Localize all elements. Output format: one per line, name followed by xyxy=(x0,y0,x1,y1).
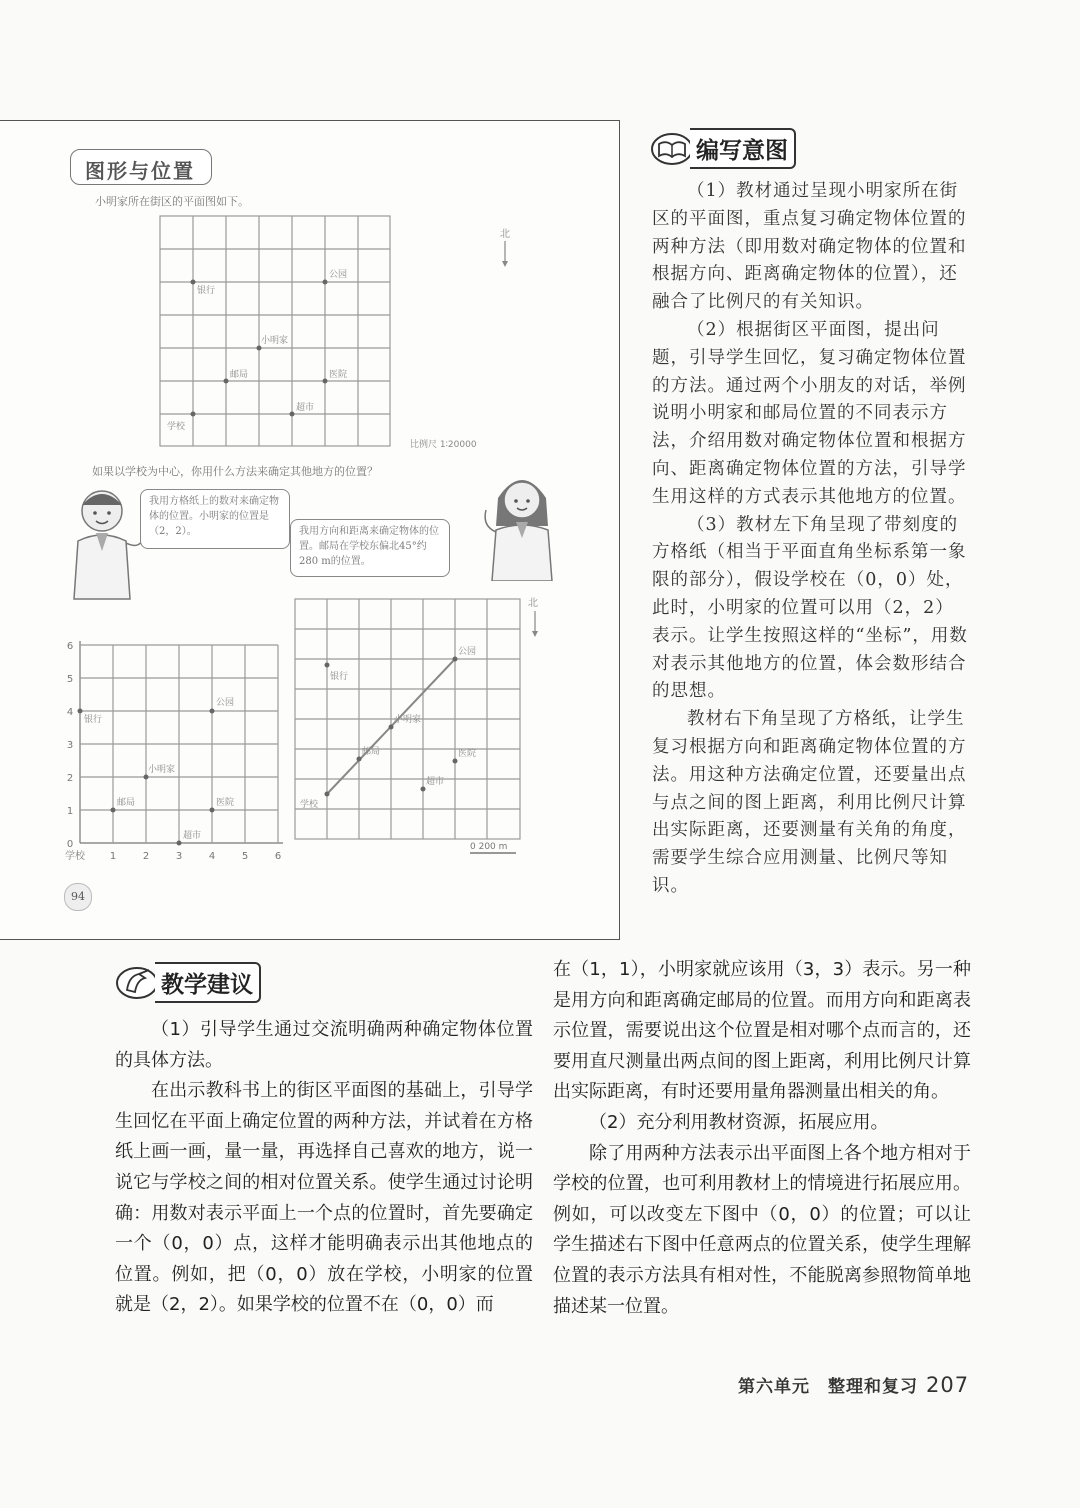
direction-grid xyxy=(290,591,545,861)
map-label-post: 邮局 xyxy=(230,370,249,380)
y-tick-2: 2 xyxy=(66,773,74,784)
suggestion-right-paragraph-2: （2）充分利用教材资源，拓展应用。 xyxy=(589,1111,889,1133)
intent-paragraph-2: （2）根据街区平面图，提出问题，引导学生回忆，复习确定物体位置的方法。通过两个小朋友的对话，举例说明小明家和邮局位置的不同表示方法，介绍用数对确定物体位置和根据方向、距离确定物体位置的方法，引导学生用这样的方式表示其他地方的位置。 xyxy=(652,319,967,507)
map-label-bank: 银行 xyxy=(197,286,216,296)
boy-speech-bubble: 我用方格纸上的数对来确定物体的位置。小明家的位置是（2，2）。 xyxy=(140,489,290,549)
x-tick-5: 5 xyxy=(241,851,249,862)
grid-label-park: 公园 xyxy=(216,698,235,708)
textbook-title-box xyxy=(70,149,212,185)
intent-heading-text: 编写意图 xyxy=(690,128,796,169)
x-tick-1: 1 xyxy=(109,851,117,862)
dir-label-home: 小明家 xyxy=(394,715,422,725)
direction-north-label: 北 xyxy=(528,598,538,609)
grid-label-market: 超市 xyxy=(183,831,202,841)
intent-notes xyxy=(652,178,970,901)
textbook-excerpt xyxy=(0,120,620,940)
scale-note: 比例尺 1∶20000 xyxy=(410,440,477,450)
y-tick-6: 6 xyxy=(66,641,74,652)
textbook-subtitle: 小明家所在街区的平面图如下。 xyxy=(95,195,249,208)
x-tick-4: 4 xyxy=(208,851,216,862)
footer-page-number: 207 xyxy=(926,1373,970,1397)
suggestion-heading xyxy=(115,962,261,1003)
intent-heading xyxy=(650,128,796,169)
intent-paragraph-4: 教材右下角呈现了方格纸，让学生复习根据方向和距离确定物体位置的方法。用这种方法确定位置，还要量出点与点之间的图上距离，利用比例尺计算出实际距离，还要测量有关角的角度，需要学生综合应用测量、比例尺等知识。 xyxy=(652,709,967,896)
dir-label-hospital: 医院 xyxy=(458,749,477,759)
grid-label-bank: 银行 xyxy=(84,715,103,725)
scale-bar xyxy=(470,842,516,853)
map-label-school: 学校 xyxy=(167,422,186,432)
y-tick-5: 5 xyxy=(66,674,74,685)
textbook-title: 图形与位置 xyxy=(85,159,195,183)
map-label-hospital: 医院 xyxy=(329,370,348,380)
girl-illustration xyxy=(480,466,565,581)
pen-hand-icon xyxy=(115,966,159,1000)
textbook-page-number: 94 xyxy=(64,883,92,911)
suggestion-right-paragraph-3: 除了用两种方法表示出平面图上各个地方相对于学校的位置，也可利用教材上的情境进行拓展应用。例如，可以改变左下图中（0，0）的位置；可以让学生描述右下图中任意两点的位置关系，使学生理解位置的表示方法具有相对性，不能脱离参照物简单地描述某一位置。 xyxy=(553,1142,971,1317)
map-label-park: 公园 xyxy=(329,270,348,280)
y-tick-0: 0 xyxy=(66,839,74,850)
y-tick-3: 3 xyxy=(66,740,74,751)
coordinate-grid xyxy=(55,621,295,866)
x-tick-3: 3 xyxy=(175,851,183,862)
grid-label-home: 小明家 xyxy=(148,765,176,775)
textbook-question: 如果以学校为中心，你用什么方法来确定其他地方的位置？ xyxy=(92,465,378,478)
y-tick-4: 4 xyxy=(66,707,74,718)
dir-label-market: 超市 xyxy=(426,777,445,787)
suggestion-right-paragraph-1: 在（1，1），小明家就应该用（3，3）表示。另一种是用方向和距离确定邮局的位置。而用方向和距离表示位置，需要说出这个位置是相对哪个点而言的，还要用直尺测量出两点间的图上距离，利用比例尺计算出实际距离，有时还要用量角器测量出相关的角。 xyxy=(553,959,971,1103)
intent-paragraph-1: （1）教材通过呈现小明家所在街区的平面图，重点复习确定物体位置的两种方法（即用数对确定物体的位置和根据方向、距离确定物体的位置），还融合了比例尺的有关知识。 xyxy=(652,181,967,313)
street-map xyxy=(155,201,520,461)
dir-label-park: 公园 xyxy=(458,647,477,657)
suggestion-left-paragraph-2: 在出示教科书上的街区平面图的基础上，引导学生回忆在平面上确定位置的两种方法，并试着在方格纸上画一画，量一量，再选择自己喜欢的地方，说一说它与学校之间的相对位置关系。使学生通过讨论明确：用数对表示平面上一个点的位置时，首先要确定一个（0，0）点，这样才能明确表示出其他地点的位置。例如，把（0，0）放在学校，小明家的位置就是（2，2）。如果学校的位置不在（0，0）而 xyxy=(115,1080,533,1316)
grid-label-post: 邮局 xyxy=(117,798,136,808)
y-tick-1: 1 xyxy=(66,806,74,817)
scale-bar-label: 0 200 m xyxy=(470,842,508,852)
map-label-home: 小明家 xyxy=(261,336,289,346)
boy-illustration xyxy=(60,481,150,601)
footer-chapter: 第六单元 整理和复习 xyxy=(738,1377,918,1397)
suggestion-left-column xyxy=(115,1015,533,1321)
direction-north-arrow xyxy=(528,597,538,637)
dir-label-post: 邮局 xyxy=(362,747,381,757)
dir-label-bank: 银行 xyxy=(330,672,349,682)
grid-label-hospital: 医院 xyxy=(216,798,235,808)
map-label-market: 超市 xyxy=(296,403,315,413)
north-label: 北 xyxy=(500,229,510,240)
dir-label-school: 学校 xyxy=(300,800,319,810)
page-footer xyxy=(738,1372,969,1397)
suggestion-left-paragraph-1: （1）引导学生通过交流明确两种确定物体位置的具体方法。 xyxy=(115,1019,533,1071)
north-arrow xyxy=(500,228,510,267)
suggestion-right-column xyxy=(553,955,971,1322)
x-tick-6: 6 xyxy=(274,851,282,862)
x-tick-0: 学校 xyxy=(65,851,85,862)
girl-speech-bubble: 我用方向和距离来确定物体的位置。邮局在学校东偏北45°约280 m的位置。 xyxy=(290,519,450,577)
intent-paragraph-3: （3）教材左下角呈现了带刻度的方格纸（相当于平面直角坐标系第一象限的部分），假设学校在（0，0）处，此时，小明家的位置可以用（2，2）表示。让学生按照这样的“坐标”，用数对表示其他地方的位置，体会数形结合的思想。 xyxy=(652,514,968,702)
open-book-icon xyxy=(650,132,694,166)
x-tick-2: 2 xyxy=(142,851,150,862)
suggestion-heading-text: 教学建议 xyxy=(155,962,261,1003)
